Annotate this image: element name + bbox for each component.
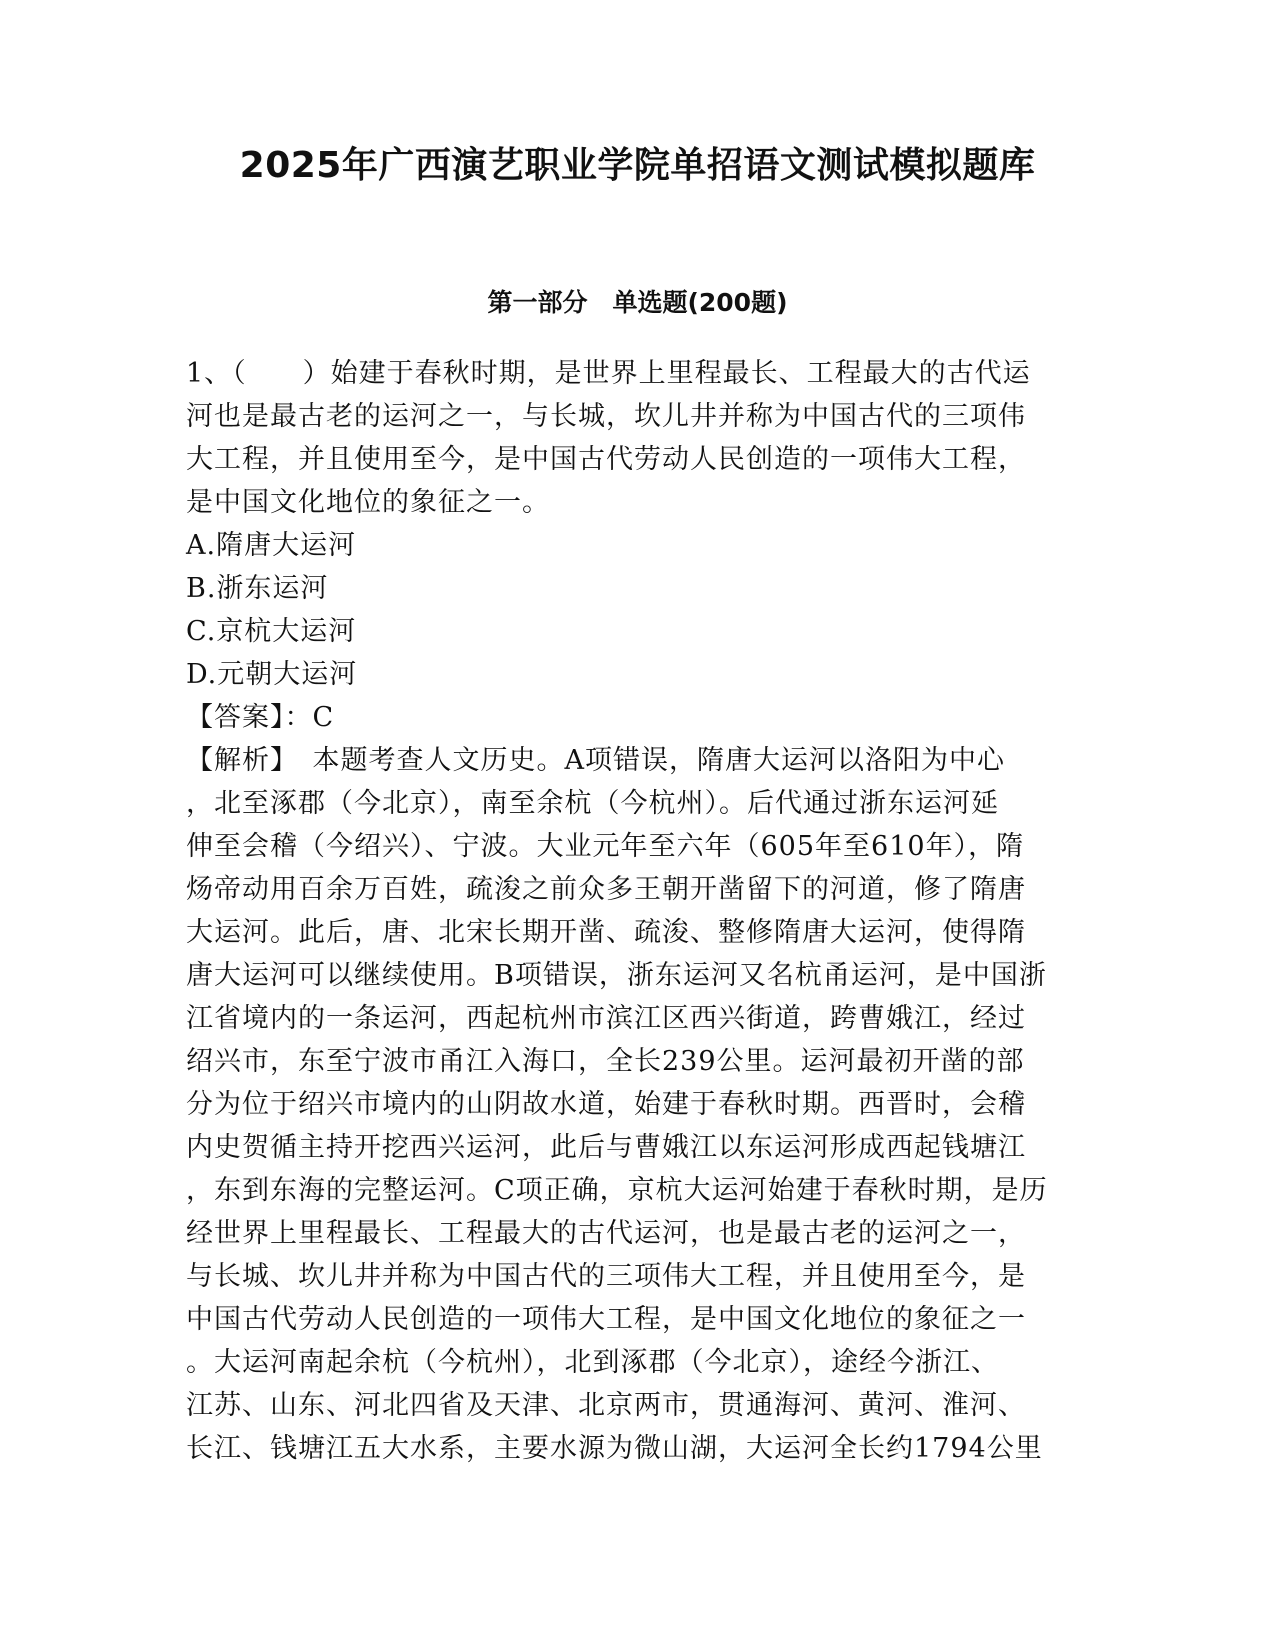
analysis-line: 大运河。此后，唐、北宋长期开凿、疏浚、整修隋唐大运河，使得隋 — [186, 917, 1026, 948]
question-1 — [186, 352, 1086, 1470]
stem-line: 是中国文化地位的象征之一。 — [186, 487, 550, 518]
section-title: 第一部分 单选题(200题) — [487, 288, 788, 317]
analysis — [186, 739, 1086, 1470]
stem-line: 河也是最古老的运河之一，与长城，坎儿井并称为中国古代的三项伟 — [186, 401, 1026, 432]
analysis-line: 分为位于绍兴市境内的山阴故水道，始建于春秋时期。西晋时，会稽 — [186, 1089, 1026, 1120]
option-b: B.浙东运河 — [186, 573, 329, 604]
document-title: 2025年广西演艺职业学院单招语文测试模拟题库 — [239, 145, 1036, 186]
analysis-line: 【解析】 本题考查人文历史。A项错误，隋唐大运河以洛阳为中心 — [186, 745, 1005, 776]
analysis-line: 中国古代劳动人民创造的一项伟大工程，是中国文化地位的象征之一 — [186, 1304, 1026, 1335]
analysis-line: 江苏、山东、河北四省及天津、北京两市，贯通海河、黄河、淮河、 — [186, 1390, 1026, 1421]
analysis-line: 。大运河南起余杭（今杭州），北到涿郡（今北京），途经今浙江、 — [186, 1347, 999, 1378]
analysis-line: 经世界上里程最长、工程最大的古代运河，也是最古老的运河之一， — [186, 1218, 1026, 1249]
analysis-line: 绍兴市，东至宁波市甬江入海口，全长239公里。运河最初开凿的部 — [186, 1046, 1025, 1077]
answer-line: 【答案】：C — [186, 702, 335, 733]
analysis-line: 江省境内的一条运河，西起杭州市滨江区西兴街道，跨曹娥江，经过 — [186, 1003, 1026, 1034]
analysis-line: 与长城、坎儿井并称为中国古代的三项伟大工程，并且使用至今，是 — [186, 1261, 1026, 1292]
analysis-line: 内史贺循主持开挖西兴运河，此后与曹娥江以东运河形成西起钱塘江 — [186, 1132, 1026, 1163]
option-c: C.京杭大运河 — [186, 616, 357, 647]
question-options — [186, 524, 1086, 696]
analysis-line: ，东到东海的完整运河。C项正确，京杭大运河始建于春秋时期，是历 — [186, 1175, 1048, 1206]
analysis-line: 炀帝动用百余万百姓，疏浚之前众多王朝开凿留下的河道，修了隋唐 — [186, 874, 1026, 905]
analysis-line: 长江、钱塘江五大水系，主要水源为微山湖，大运河全长约1794公里 — [186, 1433, 1043, 1464]
option-d: D.元朝大运河 — [186, 659, 358, 690]
analysis-line: 唐大运河可以继续使用。B项错误，浙东运河又名杭甬运河，是中国浙 — [186, 960, 1047, 991]
analysis-line: 伸至会稽（今绍兴）、宁波。大业元年至六年（605年至610年），隋 — [186, 831, 1025, 862]
stem-line: 1、（ ）始建于春秋时期，是世界上里程最长、工程最大的古代运 — [186, 358, 1031, 389]
option-a: A.隋唐大运河 — [186, 530, 357, 561]
analysis-line: ，北至涿郡（今北京），南至余杭（今杭州）。后代通过浙东运河延 — [186, 788, 999, 819]
stem-line: 大工程，并且使用至今，是中国古代劳动人民创造的一项伟大工程， — [186, 444, 1026, 475]
question-stem — [186, 352, 1086, 524]
